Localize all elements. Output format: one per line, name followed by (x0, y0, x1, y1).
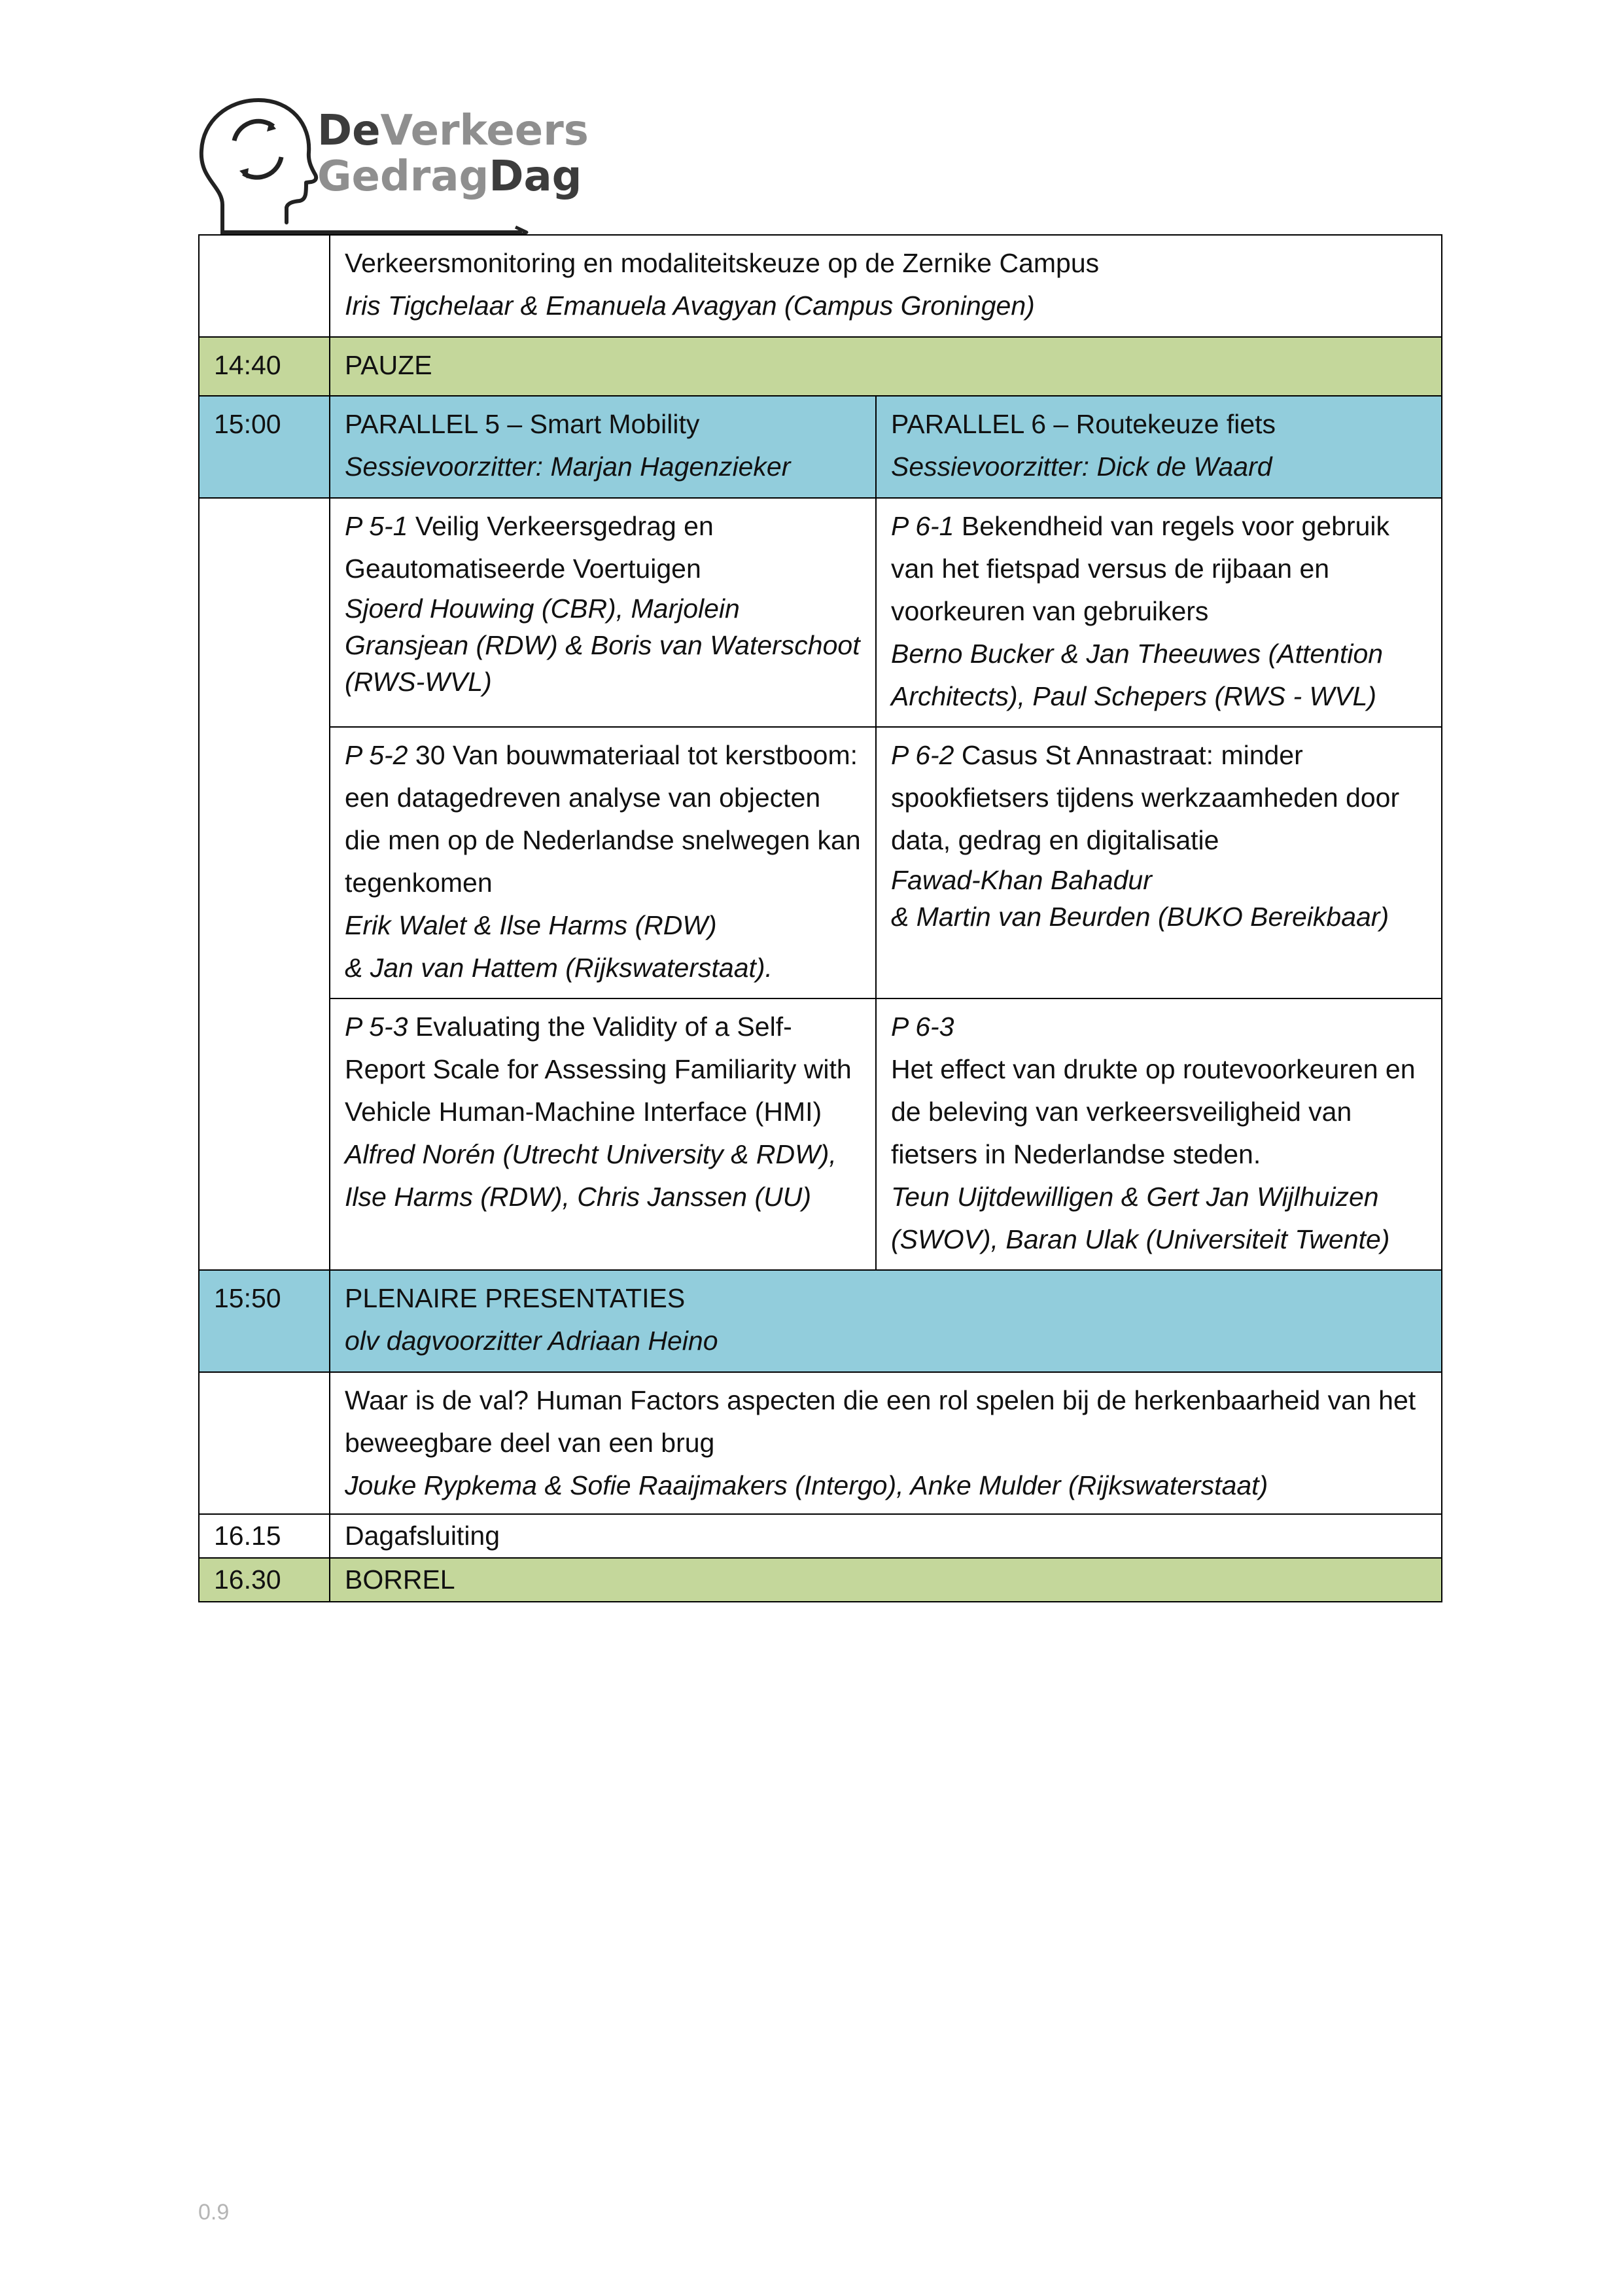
time-cell: 15:00 (199, 396, 330, 498)
session-cell (330, 1270, 1442, 1372)
time-cell: 14:40 (199, 337, 330, 396)
parallel-chair: Sessievoorzitter: Marjan Hagenzieker (345, 451, 791, 482)
presentation-code: P 5-1 (345, 511, 408, 541)
parallel-6-header (876, 396, 1442, 498)
time-cell: 16.15 (199, 1514, 330, 1558)
table-row (199, 1270, 1442, 1372)
session-chair: olv dagvoorzitter Adriaan Heino (345, 1326, 718, 1356)
table-row (199, 1372, 1442, 1514)
presentation-cell (876, 998, 1442, 1270)
page-number: 0.9 (198, 2200, 230, 2225)
presentation-title: Het effect van drukte op routevoorkeuren en de beleving van verkeersveiligheid van fietsers in Nederlandse steden. (891, 1054, 1416, 1169)
session-speakers: Iris Tigchelaar & Emanuela Avagyan (Campus Groningen) (345, 291, 1035, 321)
time-cell: 16.30 (199, 1558, 330, 1602)
session-title: PAUZE (330, 337, 1442, 396)
session-cell (330, 1372, 1442, 1514)
presentation-cell (876, 498, 1442, 727)
presentation-code: P 6-2 (891, 740, 954, 770)
logo-word-dag: Dag (489, 152, 582, 201)
presentation-title: P 5-2 30 Van bouwmateriaal tot kerstboom: een datagedreven analyse van objecten die men op de Nederlandse snelwegen kan tegenkomen (345, 740, 861, 898)
session-speakers: Jouke Rypkema & Sofie Raaijmakers (Intergo), Anke Mulder (Rijkswaterstaat) (345, 1470, 1268, 1500)
logo-word-de: De (317, 107, 381, 155)
parallel-title: PARALLEL 6 – Routekeuze fiets (891, 409, 1276, 439)
presentation-title: P 6-2 Casus St Annastraat: minder spookfietsers tijdens werkzaamheden door data, gedrag en digitalisatie (891, 740, 1400, 855)
parallel-5-header (330, 396, 876, 498)
presentation-speakers: Berno Bucker & Jan Theeuwes (Attention Architects), Paul Schepers (RWS - WVL) (891, 639, 1384, 711)
time-cell (199, 235, 330, 337)
table-row (199, 1558, 1442, 1602)
presentation-title: P 5-1 Veilig Verkeersgedrag en Geautomatiseerde Voertuigen (345, 511, 714, 584)
presentation-cell (330, 998, 876, 1270)
parallel-chair: Sessievoorzitter: Dick de Waard (891, 451, 1272, 482)
table-row (199, 727, 1442, 998)
presentation-code: P 6-1 (891, 511, 954, 541)
table-row (199, 998, 1442, 1270)
presentation-code: P 5-3 (345, 1012, 408, 1042)
logo-word-verkeers: Verkeers (380, 107, 589, 155)
presentation-speakers: Fawad-Khan Bahadur (891, 865, 1152, 895)
presentation-speakers: & Jan van Hattem (Rijkswaterstaat). (345, 953, 773, 983)
table-row (199, 235, 1442, 337)
session-title: Verkeersmonitoring en modaliteitskeuze op de Zernike Campus (345, 248, 1100, 278)
table-row (199, 1514, 1442, 1558)
presentation-speakers: & Martin van Beurden (BUKO Bereikbaar) (891, 902, 1389, 932)
session-title: Dagafsluiting (330, 1514, 1442, 1558)
agenda-table (198, 234, 1442, 1602)
session-title: PLENAIRE PRESENTATIES (345, 1283, 686, 1313)
table-row (199, 498, 1442, 727)
session-title: BORREL (330, 1558, 1442, 1602)
presentation-title: P 5-3 Evaluating the Validity of a Self-Report Scale for Assessing Familiarity with Vehicle Human-Machine Interface (HMI) (345, 1012, 852, 1127)
presentation-cell (330, 498, 876, 727)
table-row (199, 396, 1442, 498)
table-row (199, 337, 1442, 396)
presentation-speakers: Erik Walet & Ilse Harms (RDW) (345, 910, 717, 940)
time-cell (199, 1372, 330, 1514)
time-cell (199, 498, 330, 1270)
logo-word-gedrag: Gedrag (317, 152, 489, 201)
presentation-speakers: Teun Uijtdewilligen & Gert Jan Wijlhuizen (SWOV), Baran Ulak (Universiteit Twente) (891, 1182, 1390, 1254)
presentation-code: P 6-3 (891, 1012, 954, 1042)
presentation-cell (876, 727, 1442, 998)
presentation-title: P 6-1 Bekendheid van regels voor gebruik van het fietspad versus de rijbaan en voorkeuren van gebruikers (891, 511, 1390, 626)
presentation-cell (330, 727, 876, 998)
presentation-code: P 5-2 (345, 740, 408, 770)
logo (196, 95, 589, 236)
parallel-title: PARALLEL 5 – Smart Mobility (345, 409, 700, 439)
logo-text (317, 108, 589, 200)
session-cell (330, 235, 1442, 337)
presentation-speakers: Alfred Norén (Utrecht University & RDW), Ilse Harms (RDW), Chris Janssen (UU) (345, 1139, 837, 1212)
presentation-speakers: Sjoerd Houwing (CBR), Marjolein Gransjean (RDW) & Boris van Waterschoot (RWS-WVL) (345, 593, 860, 697)
time-cell: 15:50 (199, 1270, 330, 1372)
session-title: Waar is de val? Human Factors aspecten die een rol spelen bij de herkenbaarheid van het beweegbare deel van een brug (345, 1385, 1416, 1458)
